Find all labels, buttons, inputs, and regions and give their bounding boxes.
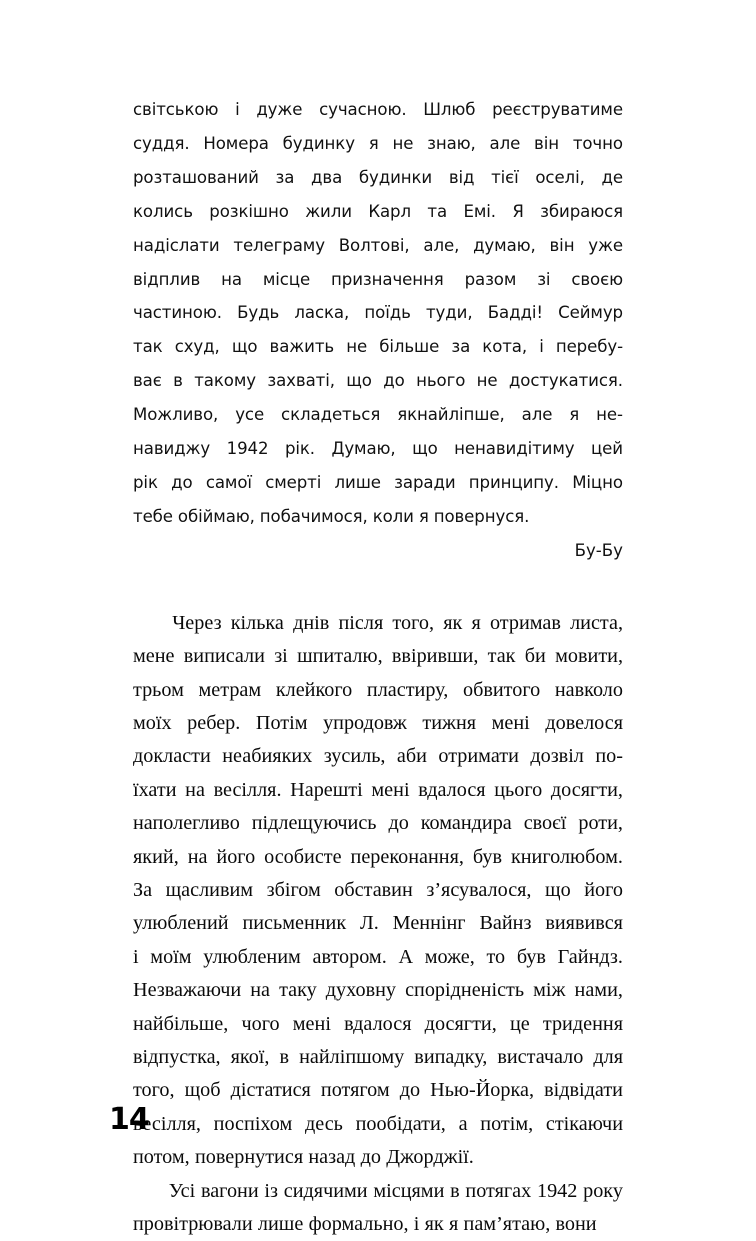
text-line	[133, 774, 623, 807]
word: що	[346, 371, 372, 391]
word: не	[392, 133, 414, 153]
text-line	[133, 161, 623, 195]
word: між	[533, 979, 566, 1002]
word: дозвіл	[530, 745, 584, 768]
letter-signature: Бу-Бу	[574, 540, 623, 560]
word: весілля,	[133, 1112, 201, 1135]
word: Незважаючи	[133, 979, 242, 1002]
word: автором.	[312, 945, 387, 968]
word: вдалося	[344, 1012, 412, 1035]
word: на	[221, 269, 242, 289]
word: не	[346, 337, 368, 357]
word: за	[275, 167, 295, 187]
word: був	[516, 945, 546, 968]
word: своєї	[523, 812, 567, 835]
word: нами,	[574, 979, 623, 1002]
word: навколо	[554, 678, 623, 701]
word: таку	[279, 979, 317, 1002]
word: моїм	[150, 945, 192, 968]
word: жили	[305, 201, 352, 221]
text-line	[133, 874, 623, 907]
word: який,	[133, 845, 179, 868]
word: будинку	[282, 133, 355, 153]
word: зі	[537, 269, 551, 289]
word: розкішно	[209, 201, 289, 221]
word: Думаю,	[331, 439, 396, 459]
word: А	[398, 945, 414, 968]
word: того,	[392, 611, 434, 634]
word: неабияких	[222, 745, 313, 768]
text-line	[133, 974, 623, 1007]
word: і	[413, 1213, 420, 1235]
word: що	[412, 439, 438, 459]
text-line	[133, 1008, 623, 1041]
word: в	[450, 1179, 460, 1202]
word: своєю	[571, 269, 623, 289]
text-line	[133, 607, 623, 640]
word: збираюся	[540, 201, 623, 221]
word: тридення	[542, 1012, 623, 1035]
word: якнайліпше,	[397, 405, 505, 425]
word: сидячими	[283, 1179, 368, 1202]
word: відпустка,	[133, 1045, 221, 1068]
word: це	[509, 1012, 530, 1035]
word: щоб	[184, 1079, 221, 1102]
word: мовити,	[555, 645, 623, 668]
narrative-block	[133, 607, 623, 1241]
word: туди,	[425, 303, 473, 323]
word: досягти,	[424, 1012, 497, 1035]
word: випадку,	[414, 1045, 488, 1068]
word: зусиль,	[323, 745, 386, 768]
word: Я	[512, 201, 524, 221]
word: дуже	[256, 100, 303, 119]
word: потягах	[465, 1179, 532, 1202]
word: мені	[491, 711, 530, 734]
word: збігом	[266, 878, 321, 901]
word: цього	[494, 778, 543, 801]
text-line	[133, 296, 623, 330]
word: кота,	[482, 337, 528, 357]
word: схуд,	[174, 337, 220, 357]
word: 1942	[226, 439, 269, 459]
word: лише	[334, 472, 381, 492]
word: упродовж	[323, 711, 407, 734]
word: не-	[596, 405, 623, 425]
word: наполегливо	[133, 812, 240, 835]
word: дістатися	[230, 1079, 311, 1102]
word: але,	[423, 235, 460, 255]
word: зі	[274, 645, 288, 668]
word: Емі.	[463, 201, 496, 221]
word: ласка,	[294, 303, 350, 323]
word: Потім	[255, 711, 308, 734]
word: їхати	[133, 778, 177, 801]
word: місце	[262, 269, 311, 289]
word: тієї	[491, 167, 519, 187]
word: точно	[572, 133, 623, 153]
word: з’ясувалося,	[426, 878, 532, 901]
word: уже	[588, 235, 623, 255]
text-line	[133, 941, 623, 974]
word: Номера	[203, 133, 269, 153]
word: де	[601, 167, 623, 187]
word: би	[524, 645, 546, 668]
word: шпиталю,	[297, 645, 383, 668]
word: щасливим	[165, 878, 254, 901]
text-line	[133, 1108, 623, 1141]
word: я	[418, 506, 429, 526]
word: року	[583, 1179, 623, 1202]
word: заради	[394, 472, 456, 492]
word: як	[424, 1213, 444, 1235]
word: повернутися	[194, 1146, 304, 1169]
word: поїдь	[364, 303, 411, 323]
word: За	[133, 878, 153, 901]
word: обставин	[334, 878, 413, 901]
word: докласти	[133, 745, 211, 768]
text-line	[133, 127, 623, 161]
word: Бадді!	[487, 303, 543, 323]
word: до	[383, 371, 405, 391]
word: знаю,	[427, 133, 476, 153]
word: Гайндз.	[557, 945, 623, 968]
word: трьом	[133, 678, 184, 701]
word: того,	[133, 1079, 175, 1102]
word: усе	[235, 405, 265, 425]
word: складеться	[281, 405, 381, 425]
word: в	[279, 1045, 290, 1068]
text-line	[133, 364, 623, 398]
word: пам’ятаю,	[463, 1213, 551, 1235]
word: тижня	[422, 711, 477, 734]
word: сучасною.	[319, 100, 407, 119]
word: та	[427, 201, 448, 221]
word: коли	[372, 506, 414, 526]
word: самої	[205, 472, 252, 492]
text-line	[133, 707, 623, 740]
word: книголюбом.	[510, 845, 623, 868]
text-line	[133, 398, 623, 432]
text-line	[133, 841, 623, 874]
word: два	[311, 167, 343, 187]
word: що	[231, 337, 258, 357]
word: я	[569, 405, 580, 425]
word: весілля.	[213, 778, 282, 801]
word: він	[534, 133, 559, 153]
word: виписали	[183, 645, 265, 668]
word: від	[448, 167, 475, 187]
word: будинки	[358, 167, 433, 187]
paragraph-indent	[133, 1175, 163, 1208]
page-number: 14	[109, 1102, 149, 1137]
word: разом	[464, 269, 517, 289]
word: Нью-Йорка,	[430, 1079, 535, 1102]
word: рік	[133, 472, 158, 492]
word: ненавидітиму	[454, 439, 575, 459]
word: але	[521, 405, 553, 425]
word: переконання,	[350, 845, 464, 868]
word: аби	[396, 745, 427, 768]
word: за	[451, 337, 471, 357]
word: найбільше,	[133, 1012, 229, 1035]
word: Нарешті	[290, 778, 363, 801]
word: так	[133, 337, 163, 357]
word: був	[472, 845, 502, 868]
word: вистачало	[497, 1045, 584, 1068]
word: Усі	[168, 1179, 196, 1202]
word: після	[338, 611, 384, 634]
word: стікаючи	[545, 1112, 623, 1135]
word: навиджу	[133, 439, 211, 459]
word: але	[489, 133, 521, 153]
word: що	[545, 878, 571, 901]
word: телеграму	[233, 235, 325, 255]
word: роти,	[578, 812, 623, 835]
word: Будь	[237, 303, 280, 323]
word: то	[486, 945, 506, 968]
word: важить	[269, 337, 335, 357]
word: його	[216, 845, 256, 868]
text-line	[133, 640, 623, 673]
word: відплив	[133, 269, 201, 289]
text-column	[133, 93, 623, 1241]
word: провітрювали	[133, 1213, 253, 1235]
word: потягом	[320, 1079, 390, 1102]
word: Через	[172, 611, 222, 634]
word: моїх	[133, 711, 172, 734]
word: обіймаю,	[177, 506, 255, 526]
text-line	[133, 466, 623, 500]
word: пообідати,	[355, 1112, 446, 1135]
word: Л.	[360, 912, 379, 935]
text-line	[133, 432, 623, 466]
word: достукатися.	[508, 371, 623, 391]
word: я	[368, 133, 379, 153]
paragraph-indent	[133, 607, 163, 640]
word: улюбленим	[203, 945, 301, 968]
word: до	[388, 812, 409, 835]
text-line	[133, 330, 623, 364]
word: довелося	[545, 711, 623, 734]
letter-block	[133, 93, 623, 534]
text-line	[133, 807, 623, 840]
word: отримати	[438, 745, 519, 768]
word: Можливо,	[133, 405, 219, 425]
word: на	[187, 845, 208, 868]
word: принципу.	[468, 472, 559, 492]
word: не	[476, 371, 498, 391]
word: світською	[133, 100, 219, 119]
word: вони	[555, 1213, 597, 1235]
word: перебу-	[555, 337, 623, 357]
word: цей	[590, 439, 623, 459]
word: може,	[424, 945, 475, 968]
word: із	[264, 1179, 278, 1202]
word: Вайнз	[479, 912, 532, 935]
text-line	[133, 740, 623, 773]
word: на	[250, 979, 270, 1002]
word: на	[185, 778, 205, 801]
word: кілька	[230, 611, 284, 634]
word: Міцно	[572, 472, 623, 492]
word: я	[448, 1213, 459, 1235]
text-line	[133, 1074, 623, 1107]
text-line	[133, 500, 623, 534]
word: улюблений	[133, 912, 229, 935]
word: рік.	[284, 439, 315, 459]
word: як	[443, 611, 463, 634]
word: і	[133, 945, 139, 968]
word: ребер.	[187, 711, 241, 734]
word: ввіривши,	[391, 645, 479, 668]
word: і	[235, 100, 240, 119]
word: для	[593, 1045, 623, 1068]
word: такому	[194, 371, 256, 391]
word: командира	[420, 812, 512, 835]
word: назад	[308, 1146, 356, 1169]
word: виявився	[545, 912, 623, 935]
text-line	[133, 1041, 623, 1074]
text-line	[133, 907, 623, 940]
word: частиною.	[133, 303, 222, 323]
word: Сеймур	[558, 303, 623, 323]
word: досягти,	[550, 778, 623, 801]
word: пластиру,	[366, 678, 449, 701]
word: 1942	[536, 1179, 578, 1202]
word: десь	[304, 1112, 343, 1135]
word: обвитого	[462, 678, 541, 701]
word: Шлюб	[423, 100, 476, 119]
word: Меннінг	[392, 912, 466, 935]
word: письменник	[242, 912, 347, 935]
word: Джорджії.	[386, 1146, 474, 1169]
word: ває	[133, 371, 162, 391]
word: призначення	[331, 269, 444, 289]
word: вдалося	[418, 778, 486, 801]
word: клейкого	[275, 678, 353, 701]
word: метрам	[198, 678, 262, 701]
word: до	[399, 1079, 421, 1102]
word: повернуся.	[433, 506, 530, 526]
word: в	[173, 371, 183, 391]
word: лише	[257, 1213, 304, 1235]
text-line	[133, 674, 623, 707]
word: спорідненість	[405, 979, 525, 1002]
word: до	[360, 1146, 381, 1169]
word: а	[458, 1112, 468, 1135]
word: відвідати	[544, 1079, 623, 1102]
text-line	[133, 1175, 623, 1208]
word: оселі,	[535, 167, 585, 187]
word: чого	[241, 1012, 280, 1035]
word: захваті,	[267, 371, 335, 391]
word: смерті	[265, 472, 322, 492]
word: отримав	[489, 611, 561, 634]
word: найліпшому	[299, 1045, 405, 1068]
word: суддя.	[133, 133, 190, 153]
word: потім,	[480, 1112, 534, 1135]
word: побачимося,	[259, 506, 368, 526]
word: листа,	[570, 611, 623, 634]
word: він	[549, 235, 575, 255]
word: якої,	[230, 1045, 270, 1068]
word: його	[584, 878, 623, 901]
text-line	[133, 1141, 623, 1174]
word: по-	[595, 745, 623, 768]
word: вагони	[200, 1179, 259, 1202]
word: місцями	[373, 1179, 445, 1202]
word: особисте	[264, 845, 342, 868]
word: тебе	[133, 506, 173, 526]
word: Карл	[368, 201, 412, 221]
text-line	[133, 93, 623, 127]
word: надіслати	[133, 235, 220, 255]
word: мені	[292, 1012, 331, 1035]
text-line	[133, 229, 623, 263]
word: реєструватиме	[492, 100, 623, 119]
text-line	[133, 1208, 623, 1241]
word: потом,	[133, 1146, 190, 1169]
word: мене	[133, 645, 175, 668]
word: колись	[133, 201, 193, 221]
word: підлещуючись	[251, 812, 377, 835]
word: так	[487, 645, 516, 668]
word: до	[171, 472, 193, 492]
word: нього	[416, 371, 466, 391]
word: духовну	[325, 979, 396, 1002]
word: днів	[293, 611, 330, 634]
text-line	[133, 263, 623, 297]
word: мені	[371, 778, 410, 801]
word: поспіхом	[213, 1112, 293, 1135]
word: формально,	[308, 1213, 409, 1235]
word: і	[539, 337, 544, 357]
text-line	[133, 195, 623, 229]
word: розташований	[133, 167, 259, 187]
word: я	[471, 611, 481, 634]
word: більше	[379, 337, 440, 357]
word: думаю,	[473, 235, 536, 255]
word: Волтові,	[338, 235, 410, 255]
